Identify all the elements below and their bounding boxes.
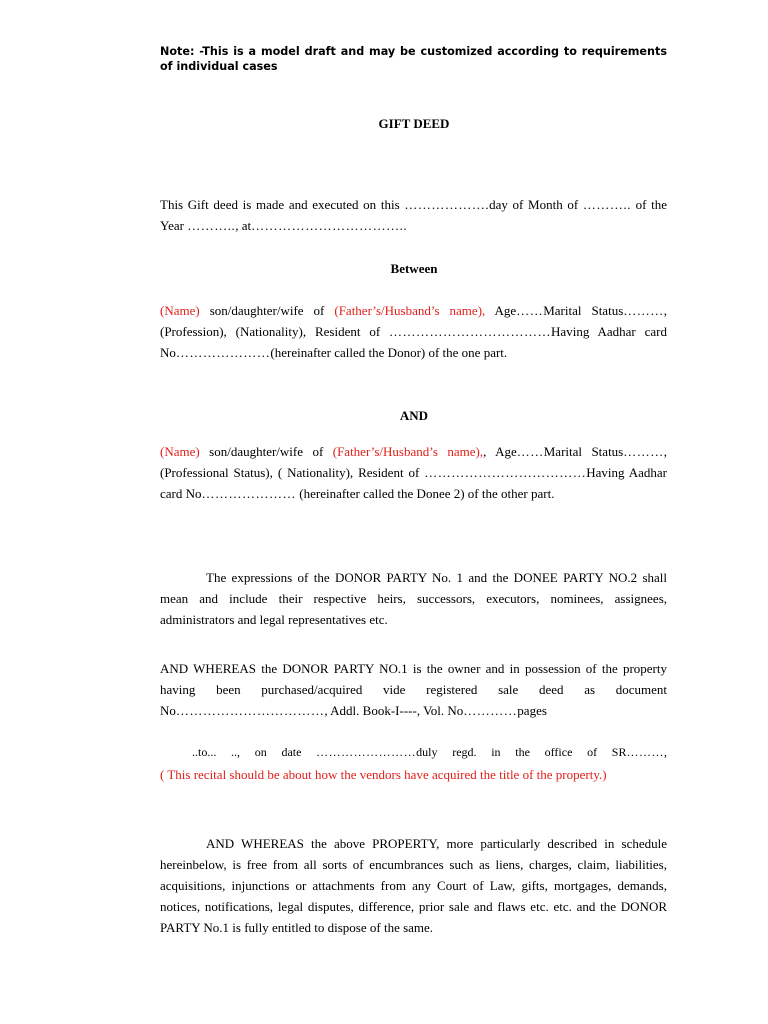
- intro-paragraph: This Gift deed is made and executed on this ……………….day of Month of ……….. of the Year ……….., at……………………………..: [160, 197, 667, 233]
- donor-name-placeholder: (Name): [160, 303, 200, 318]
- donor-father-placeholder: (Father’s/Husband’s name),: [334, 303, 486, 318]
- between-heading: Between: [390, 261, 438, 276]
- donee-father-placeholder: (Father’s/Husband’s name),: [332, 444, 484, 459]
- donor-paragraph: (Name) son/daughter/wife of (Father’s/Husband’s name), Age……Marital Status………, (Profession), (Nationality), Resident of ………………………………Having Aadhar card No…………………(hereinafter called the Donor) of the one part.: [160, 303, 667, 360]
- whereas-purchase-line: ..to... .., on date ……………………duly regd. in the office of SR………,: [192, 745, 667, 759]
- whereas-purchase-paragraph: AND WHEREAS the DONOR PARTY NO.1 is the owner and in possession of the property having been purchased/acquired vide registered sale deed as document No……………………………, Addl. Book-I----, Vol. No…………pages: [160, 661, 667, 718]
- expressions-paragraph: The expressions of the DONOR PARTY No. 1 and the DONEE PARTY NO.2 shall mean and include their respective heirs, successors, executors, nominees, assignees, administrators and legal representatives etc.: [160, 570, 667, 627]
- draft-note: Note: -This is a model draft and may be customized according to requirements of individual cases: [160, 45, 667, 73]
- donee-paragraph: (Name) son/daughter/wife of (Father’s/Husband’s name),, Age……Marital Status………, (Professional Status), ( Nationality), Resident of ………………………………Having Aadhar card No………………… (hereinafter called the Donee 2) of the other part.: [160, 444, 668, 501]
- whereas-encumbrance-paragraph: AND WHEREAS the above PROPERTY, more particularly described in schedule hereinbelow, is free from all sorts of encumbrances such as liens, charges, claim, liabilities, acquisitions, injunctions or attachments from any Court of Law, gifts, mortgages, demands, notices, notifications, legal disputes, difference, prior sale and flaws etc. etc. and the DONOR PARTY No.1 is fully entitled to dispose of the same.: [160, 836, 667, 935]
- and-heading: AND: [399, 408, 429, 423]
- recital-instruction: ( This recital should be about how the vendors have acquired the title of the property.): [160, 767, 607, 782]
- document-title: GIFT DEED: [378, 116, 450, 131]
- donee-name-placeholder: (Name): [160, 444, 200, 459]
